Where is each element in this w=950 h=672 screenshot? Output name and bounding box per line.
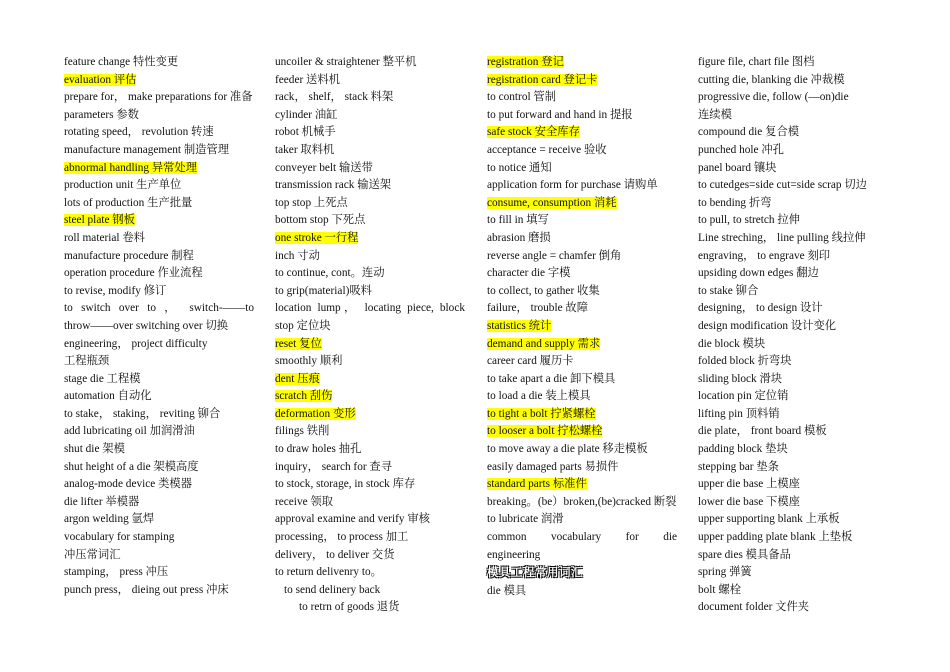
term-text: upper padding plate blank 上垫板 (698, 531, 853, 544)
term-text: shut die 架模 (64, 443, 125, 456)
glossary-entry (698, 547, 888, 565)
term-text: padding block 垫块 (698, 443, 788, 456)
glossary-entry (487, 459, 677, 477)
term-text: to notice 通知 (487, 161, 552, 174)
glossary-entry (487, 248, 677, 266)
glossary-entry (275, 212, 465, 230)
glossary-entry (275, 511, 465, 529)
term-text: parameters 参数 (64, 108, 139, 121)
glossary-column-4 (698, 54, 888, 617)
term-text: to cutedges=side cut=side scrap 切边 (698, 179, 867, 192)
glossary-entry (64, 124, 254, 142)
glossary-entry (487, 212, 677, 230)
term-text: transmission rack 输送架 (275, 179, 392, 192)
term-text: receive 领取 (275, 495, 334, 508)
term-text: uncoiler & straightener 整平机 (275, 56, 417, 68)
glossary-entry (487, 283, 677, 301)
glossary-entry (487, 107, 677, 125)
glossary-entry (487, 406, 677, 424)
glossary-entry (64, 72, 254, 90)
term-text: document folder 文件夹 (698, 601, 810, 614)
glossary-entry (487, 160, 677, 178)
term-text: to continue, cont。连动 (275, 267, 385, 280)
glossary-entry (698, 107, 888, 125)
term-text: to send delinery back (284, 583, 381, 596)
glossary-entry (275, 142, 465, 160)
glossary-entry (64, 441, 254, 459)
term-text: to move away a die plate 移走模板 (487, 443, 648, 456)
glossary-entry (698, 72, 888, 90)
term-text: acceptance = receive 验收 (487, 143, 607, 156)
highlighted-term-text: reset 复位 (275, 337, 322, 350)
term-text: stepping bar 垫条 (698, 460, 779, 473)
glossary-entry (487, 441, 677, 459)
glossary-entry (698, 353, 888, 371)
term-text: rotating speed， revolution 转速 (64, 126, 214, 139)
term-text: to collect, to gather 收集 (487, 284, 600, 297)
glossary-entry (698, 248, 888, 266)
term-text: add lubricating oil 加润滑油 (64, 425, 195, 438)
glossary-entry (487, 336, 677, 354)
term-text: 模具工程常用词汇 (487, 565, 583, 580)
glossary-entry (487, 230, 677, 248)
glossary-entry (698, 160, 888, 178)
term-text: 工程瓶颈 (64, 355, 110, 368)
glossary-entry (64, 212, 254, 230)
highlighted-term-text: consume, consumption 消耗 (487, 196, 617, 209)
glossary-entry (275, 582, 465, 600)
term-text: 冲压常词汇 (64, 548, 121, 561)
highlighted-term-text: dent 压痕 (275, 372, 320, 385)
glossary-entry (64, 177, 254, 195)
term-text: robot 机械手 (275, 126, 336, 139)
term-text: upper supporting blank 上承板 (698, 513, 840, 526)
term-text: breaking。(be）broken,(be)cracked 断裂 (487, 495, 677, 508)
term-text: die 模具 (487, 584, 527, 597)
term-text: engineering， project difficulty (64, 337, 208, 350)
glossary-entry (698, 599, 888, 617)
glossary-entry (487, 583, 677, 601)
glossary-entry (64, 283, 254, 301)
term-text: character die 字模 (487, 267, 571, 280)
glossary-entry (275, 283, 465, 301)
term-text: to stake， staking， reviting 铆合 (64, 407, 221, 420)
glossary-entry (275, 265, 465, 283)
highlighted-term-text: demand and supply 需求 (487, 337, 601, 350)
term-text: filings 铁削 (275, 425, 330, 438)
section-heading (487, 564, 677, 583)
glossary-entry (487, 494, 677, 512)
term-text: taker 取料机 (275, 143, 335, 156)
glossary-entry (275, 599, 465, 617)
glossary-entry (698, 230, 888, 248)
glossary-entry (275, 353, 465, 371)
glossary-entry (64, 248, 254, 266)
term-text: approval examine and verify 审核 (275, 513, 430, 526)
glossary-entry (698, 511, 888, 529)
term-text: engraving， to engrave 刻印 (698, 249, 831, 262)
glossary-entry (698, 494, 888, 512)
glossary-entry (487, 547, 677, 565)
term-text: die lifter 举模器 (64, 495, 140, 508)
glossary-entry (275, 441, 465, 459)
glossary-entry (698, 441, 888, 459)
glossary-entry (64, 529, 254, 547)
term-text: stage die 工程模 (64, 372, 141, 385)
glossary-entry (698, 195, 888, 213)
glossary-entry (487, 371, 677, 389)
term-text: inquiry， search for 查寻 (275, 460, 393, 473)
glossary-entry (487, 388, 677, 406)
highlighted-term-text: one stroke 一行程 (275, 231, 359, 244)
term-text: smoothly 顺利 (275, 355, 343, 368)
term-text: argon welding 氩焊 (64, 513, 155, 526)
glossary-entry (487, 318, 677, 336)
glossary-entry (64, 54, 254, 72)
term-text: punch press， dieing out press 冲床 (64, 583, 229, 596)
glossary-entry (487, 476, 677, 494)
term-text: upsiding down edges 翻边 (698, 267, 819, 280)
highlighted-term-text: to tight a bolt 拧紧螺栓 (487, 407, 596, 420)
glossary-entry (275, 177, 465, 195)
term-text: failure， trouble 故障 (487, 302, 589, 315)
glossary-entry (64, 195, 254, 213)
glossary-entry (487, 353, 677, 371)
glossary-entry (487, 195, 677, 213)
term-text: abrasion 磨损 (487, 231, 551, 244)
term-text: panel board 镶块 (698, 161, 777, 174)
term-text: processing， to process 加工 (275, 531, 409, 544)
glossary-entry (275, 476, 465, 494)
glossary-entry (275, 423, 465, 441)
glossary-entry (64, 230, 254, 248)
term-text: die block 模块 (698, 337, 766, 350)
term-text: to take apart a die 卸下模具 (487, 372, 616, 385)
glossary-entry (275, 494, 465, 512)
glossary-entry (698, 318, 888, 336)
term-text: to draw holes 抽孔 (275, 443, 362, 456)
term-text: roll material 卷料 (64, 231, 145, 244)
glossary-entry (487, 177, 677, 195)
term-text: stop 定位块 (275, 319, 331, 332)
term-text: operation procedure 作业流程 (64, 267, 203, 280)
glossary-entry (698, 336, 888, 354)
glossary-entry (64, 265, 254, 283)
term-text: manufacture management 制造管理 (64, 143, 230, 156)
glossary-entry (275, 564, 465, 582)
glossary-entry (64, 582, 254, 600)
term-text: lots of production 生产批量 (64, 196, 193, 209)
glossary-entry (275, 160, 465, 178)
term-text: location lump， locating piece, block (275, 302, 465, 315)
glossary-entry (487, 265, 677, 283)
highlighted-term-text: to looser a bolt 拧松螺栓 (487, 425, 603, 438)
term-text: throw——over switching over 切换 (64, 319, 229, 332)
glossary-entry (275, 336, 465, 354)
highlighted-term-text: safe stock 安全库存 (487, 126, 580, 139)
term-text: to stake 铆合 (698, 284, 759, 297)
term-text: punched hole 冲孔 (698, 143, 784, 156)
term-text: bottom stop 下死点 (275, 214, 366, 227)
glossary-entry (275, 124, 465, 142)
term-text: production unit 生产单位 (64, 179, 182, 192)
highlighted-term-text: standard parts 标准件 (487, 478, 587, 491)
glossary-entry (275, 318, 465, 336)
term-text: designing， to design 设计 (698, 302, 823, 315)
glossary-entry (275, 72, 465, 90)
term-text: application form for purchase 请购单 (487, 179, 658, 192)
glossary-entry (275, 107, 465, 125)
glossary-entry (275, 89, 465, 107)
glossary-entry (487, 54, 677, 72)
glossary-column-1 (64, 54, 254, 599)
term-text: shut height of a die 架模高度 (64, 460, 199, 473)
glossary-entry (275, 547, 465, 565)
glossary-entry (275, 54, 465, 72)
term-text: analog-mode device 类模器 (64, 478, 192, 491)
term-text: figure file, chart file 图档 (698, 56, 815, 68)
glossary-entry (64, 388, 254, 406)
glossary-entry (698, 476, 888, 494)
glossary-entry (275, 248, 465, 266)
highlighted-term-text: abnormal handling 异常处理 (64, 161, 198, 174)
glossary-entry (64, 353, 254, 371)
term-text: inch 寸动 (275, 249, 320, 262)
glossary-entry (64, 371, 254, 389)
glossary-entry (698, 89, 888, 107)
term-text: conveyer belt 输送带 (275, 161, 373, 174)
term-text: to load a die 装上模具 (487, 390, 591, 403)
term-text: feeder 送料机 (275, 73, 340, 86)
term-text: to pull, to stretch 拉伸 (698, 214, 800, 227)
term-text: feature change 特性变更 (64, 56, 179, 68)
highlighted-term-text: registration card 登记卡 (487, 73, 598, 86)
glossary-entry (64, 494, 254, 512)
glossary-entry (487, 300, 677, 318)
term-text: to lubricate 润滑 (487, 513, 564, 526)
glossary-entry (64, 318, 254, 336)
glossary-entry (487, 529, 677, 547)
term-text: upper die base 上模座 (698, 478, 800, 491)
glossary-entry (698, 265, 888, 283)
glossary-entry (487, 72, 677, 90)
term-text: rack， shelf， stack 料架 (275, 91, 394, 104)
highlighted-term-text: scratch 刮伤 (275, 390, 333, 403)
term-text: Line streching， line pulling 线拉伸 (698, 231, 866, 244)
glossary-entry (64, 142, 254, 160)
term-text: reverse angle = chamfer 倒角 (487, 249, 622, 262)
glossary-entry (275, 300, 465, 318)
glossary-entry (275, 388, 465, 406)
glossary-entry (698, 142, 888, 160)
term-text: engineering (487, 548, 541, 561)
glossary-entry (698, 300, 888, 318)
glossary-entry (64, 300, 254, 318)
term-text: to stock, storage, in stock 库存 (275, 478, 416, 491)
term-text: top stop 上死点 (275, 196, 348, 209)
term-text: to switch over to ， switch-——to (64, 302, 254, 315)
glossary-entry (275, 459, 465, 477)
term-text: 连续模 (698, 108, 732, 121)
glossary-entry (698, 177, 888, 195)
term-text: compound die 复合模 (698, 126, 800, 139)
term-text: lifting pin 顶料销 (698, 407, 780, 420)
term-text: to retrn of goods 退货 (299, 601, 400, 614)
glossary-entry (698, 564, 888, 582)
term-text: die plate， front board 模板 (698, 425, 827, 438)
term-text: to bending 折弯 (698, 196, 772, 209)
term-text: to control 管制 (487, 91, 557, 104)
glossary-entry (698, 212, 888, 230)
glossary-entry (698, 459, 888, 477)
term-text: spring 弹簧 (698, 566, 752, 579)
term-text: cutting die, blanking die 冲裁模 (698, 73, 845, 86)
term-text: folded block 折弯块 (698, 355, 792, 368)
glossary-entry (487, 423, 677, 441)
term-text: to revise, modify 修订 (64, 284, 167, 297)
glossary-entry (698, 54, 888, 72)
glossary-entry (64, 564, 254, 582)
term-text: automation 自动化 (64, 390, 152, 403)
term-text: to put forward and hand in 提报 (487, 108, 633, 121)
glossary-entry (64, 107, 254, 125)
term-text: spare dies 模具备品 (698, 548, 791, 561)
glossary-entry (64, 89, 254, 107)
term-text: easily damaged parts 易损件 (487, 460, 619, 473)
term-text: delivery， to deliver 交货 (275, 548, 395, 561)
term-text: to fill in 填写 (487, 214, 549, 227)
term-text: sliding block 滑块 (698, 372, 783, 385)
term-text: manufacture procedure 制程 (64, 249, 194, 262)
glossary-entry (275, 371, 465, 389)
glossary-entry (275, 406, 465, 424)
glossary-entry (487, 142, 677, 160)
glossary-entry (64, 406, 254, 424)
term-text: location pin 定位销 (698, 390, 789, 403)
term-text: common vocabulary for die (487, 531, 677, 544)
term-text: cylinder 油缸 (275, 108, 338, 121)
glossary-entry (64, 160, 254, 178)
highlighted-term-text: registration 登记 (487, 56, 564, 68)
term-text: career card 履历卡 (487, 355, 574, 368)
highlighted-term-text: deformation 变形 (275, 407, 356, 420)
term-text: bolt 螺栓 (698, 583, 741, 596)
glossary-entry (275, 195, 465, 213)
term-text: prepare for， make preparations for 准备 (64, 91, 253, 104)
glossary-column-2 (275, 54, 465, 617)
glossary-entry (64, 423, 254, 441)
glossary-entry (487, 511, 677, 529)
glossary-entry (698, 406, 888, 424)
highlighted-term-text: steel plate 钢板 (64, 214, 135, 227)
glossary-entry (64, 511, 254, 529)
term-text: stamping， press 冲压 (64, 566, 169, 579)
glossary-entry (698, 388, 888, 406)
highlighted-term-text: statistics 统计 (487, 319, 552, 332)
term-text: lower die base 下模座 (698, 495, 800, 508)
glossary-entry (64, 476, 254, 494)
term-text: to return delivenry to。 (275, 566, 382, 579)
glossary-column-3 (487, 54, 677, 600)
glossary-entry (275, 529, 465, 547)
glossary-entry (698, 371, 888, 389)
glossary-entry (275, 230, 465, 248)
glossary-entry (698, 283, 888, 301)
term-text: to grip(material)吸料 (275, 284, 372, 297)
glossary-entry (698, 582, 888, 600)
glossary-entry (698, 529, 888, 547)
term-text: vocabulary for stamping (64, 531, 175, 544)
glossary-entry (698, 124, 888, 142)
term-text: progressive die, follow (—on)die (698, 91, 849, 104)
glossary-entry (487, 89, 677, 107)
glossary-entry (698, 423, 888, 441)
glossary-entry (64, 336, 254, 354)
glossary-entry (64, 459, 254, 477)
glossary-entry (487, 124, 677, 142)
highlighted-term-text: evaluation 评估 (64, 73, 137, 86)
glossary-entry (64, 547, 254, 565)
term-text: design modification 设计变化 (698, 319, 837, 332)
